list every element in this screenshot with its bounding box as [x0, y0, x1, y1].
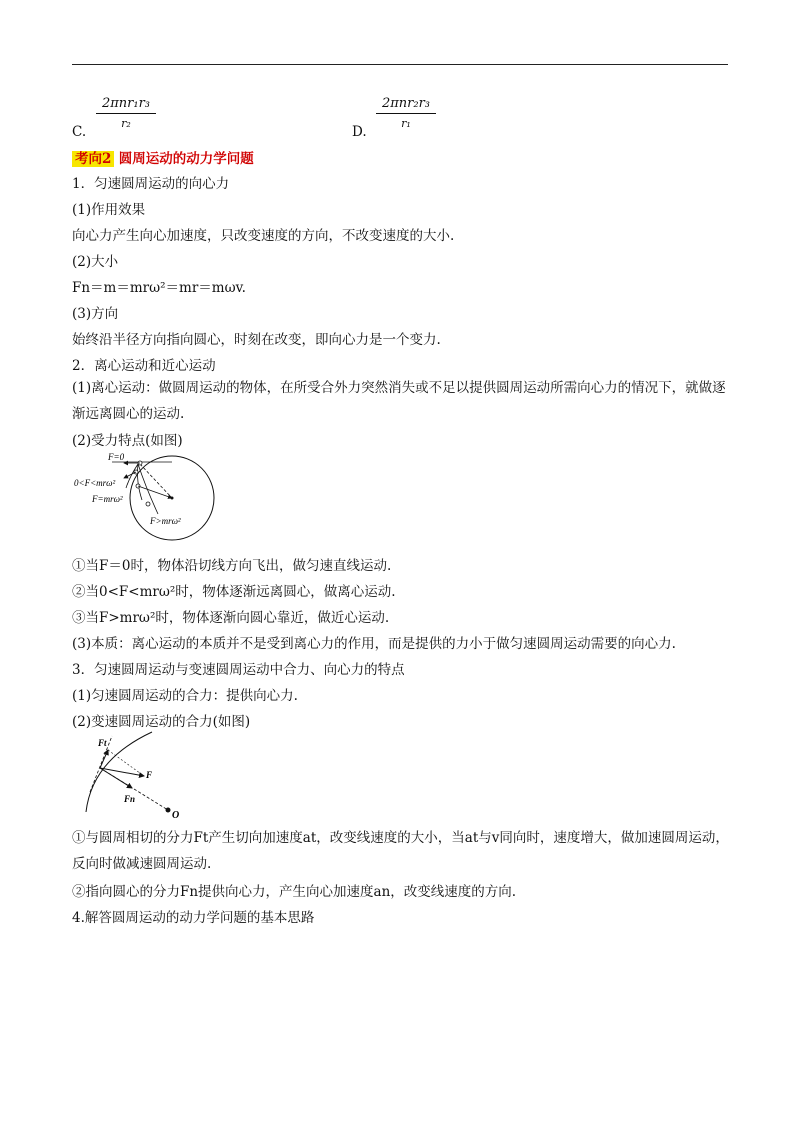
text-line: (2)受力特点(如图) [72, 433, 183, 449]
text-line: 3．匀速圆周运动与变速圆周运动中合力、向心力的特点 [72, 662, 405, 678]
text-line: (1)匀速圆周运动的合力：提供向心力. [72, 688, 298, 704]
formula-line: Fn＝m＝mrω²＝mr＝mωv. [72, 280, 246, 296]
text-line: ②指向圆心的分力Fn提供向心力，产生向心加速度an，改变线速度的方向. [72, 884, 517, 900]
variable-motion-diagram [72, 730, 192, 822]
text-line: ①当F＝0时，物体沿切线方向飞出，做匀速直线运动. [72, 558, 392, 574]
text-paragraph: ①与圆周相切的分力Ft产生切向加速度at，改变线速度的大小，当at与v同向时，速度增大，做加速圆周运动，反向时做减速圆周运动. [72, 830, 729, 872]
text-line: (2)变速圆周运动的合力(如图) [72, 714, 251, 730]
label-f-greater: F>mrω² [150, 516, 181, 526]
arc-path [86, 732, 152, 812]
option-c-fraction [96, 96, 156, 130]
label-o: O [172, 810, 180, 821]
header-rule [72, 64, 728, 65]
option-d-label: D. [352, 124, 367, 140]
text-line: 向心力产生向心加速度，只改变速度的方向，不改变速度的大小. [72, 228, 455, 244]
section-heading [72, 150, 254, 168]
centrifugal-diagram [72, 448, 222, 542]
radius-dashed [140, 464, 172, 498]
label-f-equal: F=mrω² [92, 494, 123, 504]
text-line: 始终沿半径方向指向圆心，时刻在改变，即向心力是一个变力. [72, 332, 441, 348]
text-line: ③当F>mrω²时，物体逐渐向圆心靠近，做近心运动. [72, 610, 390, 626]
text-line: (2)大小 [72, 254, 119, 270]
text-line: (3)本质：离心运动的本质并不是受到离心力的作用，而是提供的力小于做匀速圆周运动需要的向心力. [72, 636, 676, 652]
text-paragraph: (1)离心运动：做圆周运动的物体，在所受合外力突然消失或不足以提供圆周运动所需向心力的情况下，就做逐渐远离圆心的运动. [72, 380, 726, 422]
option-c-label: C. [72, 124, 87, 140]
text-line: ②当0<F<mrω²时，物体逐渐远离圆心，做离心运动. [72, 584, 396, 600]
label-ft: Ft [98, 738, 107, 748]
section-title: 圆周运动的动力学问题 [118, 151, 254, 167]
text-line: 1．匀速圆周运动的向心力 [72, 176, 230, 192]
label-f-less: 0<F<mrω² [74, 478, 116, 488]
option-c-denominator: r₂ [121, 117, 131, 130]
option-d-numerator: 2πnr₂r₃ [381, 96, 431, 111]
text-line: 2．离心运动和近心运动 [72, 358, 216, 374]
label-fn: Fn [124, 794, 136, 804]
label-f-zero: F=0 [108, 452, 125, 462]
text-line: 4.解答圆周运动的动力学问题的基本思路 [72, 910, 315, 926]
text-line: (3)方向 [72, 306, 119, 322]
text-line: (1)作用效果 [72, 202, 146, 218]
section-tag: 考向2 [72, 151, 114, 167]
inner-path [138, 464, 158, 514]
option-d-denominator: r₁ [401, 117, 411, 130]
option-d-fraction [376, 96, 436, 130]
option-c-numerator: 2πnr₁r₃ [101, 96, 151, 111]
label-f: F [146, 770, 153, 780]
